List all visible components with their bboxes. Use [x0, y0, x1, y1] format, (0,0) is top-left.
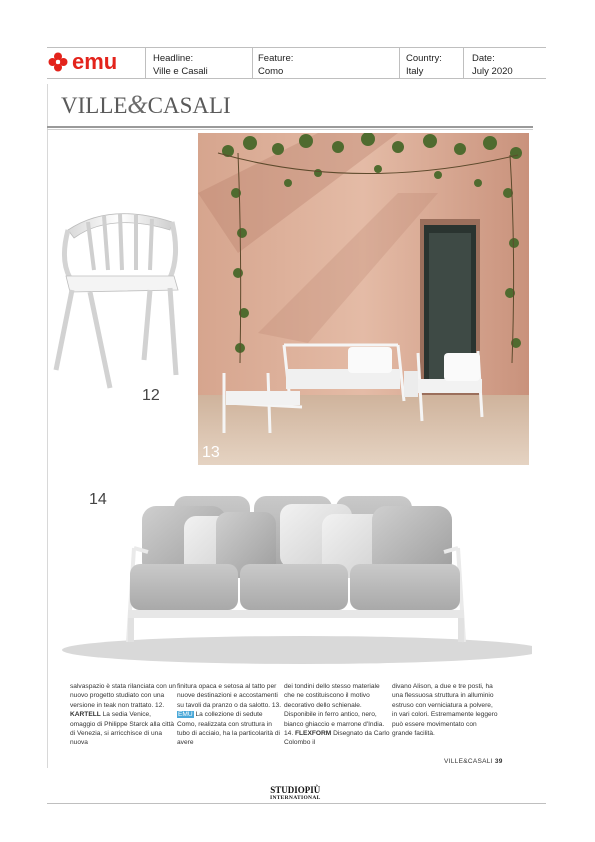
- article-column-2: [177, 682, 283, 748]
- header-divider: [145, 48, 146, 78]
- page-folio: [444, 758, 503, 765]
- country-cell: [406, 52, 442, 78]
- column-text: dei tondini dello stesso materiale che ne costituiscono il motivo decorativo dello schienale. Disponibile in ferro antico, nero, bianco ghiaccio e marrone d'India. 14.: [284, 683, 385, 738]
- venice-chair-image: [50, 200, 190, 395]
- headline-cell: [153, 52, 208, 78]
- date-label: Date:: [472, 53, 495, 64]
- footer-logo-line1: STUDIOPIÙ: [270, 785, 321, 795]
- header-divider: [463, 48, 464, 78]
- country-label: Country:: [406, 53, 442, 64]
- masthead-right: CASALI: [147, 93, 231, 118]
- article-column-3: [284, 682, 390, 748]
- header-top-rule: [47, 47, 546, 48]
- item-number-12: 12: [142, 387, 160, 404]
- alison-sofa-image: [52, 490, 532, 670]
- folio-page-number: 39: [494, 758, 503, 765]
- masthead-rule: [47, 129, 533, 130]
- column-text: divano Alison, a due e tre posti, ha una flessuosa struttura in alluminio estruso con verniciatura a polvere, in vari colori. Estremamente leggero può essere movimentato con grande facilità.: [392, 683, 498, 738]
- page-edge: [47, 84, 48, 768]
- masthead-left: VILLE: [61, 93, 128, 118]
- masthead-rule: [47, 126, 533, 128]
- brand-emu-highlight: EMU: [178, 711, 193, 719]
- magazine-masthead: [61, 92, 231, 118]
- column-text: La collezione di sedute Como, realizzata con struttura in tubo di acciaio, ha la particolarità di avere: [177, 711, 280, 747]
- headline-label: Headline:: [153, 53, 194, 64]
- date-value: July 2020: [472, 66, 513, 77]
- masthead-amp: &: [127, 90, 148, 119]
- header-divider: [252, 48, 253, 78]
- footer-rule: [47, 803, 546, 804]
- folio-title: VILLE&CASALI: [444, 758, 493, 765]
- column-text: La sedia Venice, omaggio di Philippe Starck alla città di Venezia, si arricchisce di una nuova: [70, 711, 175, 747]
- footer-logo-line2: INTERNATIONAL: [270, 795, 321, 801]
- column-text: finitura opaca e setosa al tatto per nuove destinazioni e accostamenti su tavoli da pranzo o da salotto. 13.: [177, 683, 282, 709]
- feature-label: Feature:: [258, 53, 294, 64]
- studiopiu-logo: [270, 786, 321, 802]
- como-collection-photo: [198, 133, 529, 465]
- column-text: salvaspazio è stata rilanciata con un nuovo progetto studiato con una versione in teak non trattato. 12.: [70, 683, 176, 709]
- emu-logo: [48, 51, 117, 73]
- brand-flexform: FLEXFORM: [295, 730, 332, 738]
- item-number-13: 13: [202, 444, 220, 461]
- header-bottom-rule: [47, 78, 546, 79]
- feature-value: Como: [258, 66, 284, 77]
- header-divider: [399, 48, 400, 78]
- country-value: Italy: [406, 66, 424, 77]
- flower-icon: [48, 52, 68, 72]
- logo-wordmark: emu: [72, 49, 118, 74]
- headline-value: Ville e Casali: [153, 66, 208, 77]
- column-text: Disegnato da Carlo Colombo il: [284, 730, 390, 747]
- date-cell: [472, 52, 513, 78]
- feature-cell: [258, 52, 293, 78]
- item-number-14: 14: [89, 491, 107, 508]
- brand-kartell: KARTELL: [70, 711, 101, 719]
- article-column-1: [70, 682, 176, 748]
- article-column-4: [392, 682, 498, 738]
